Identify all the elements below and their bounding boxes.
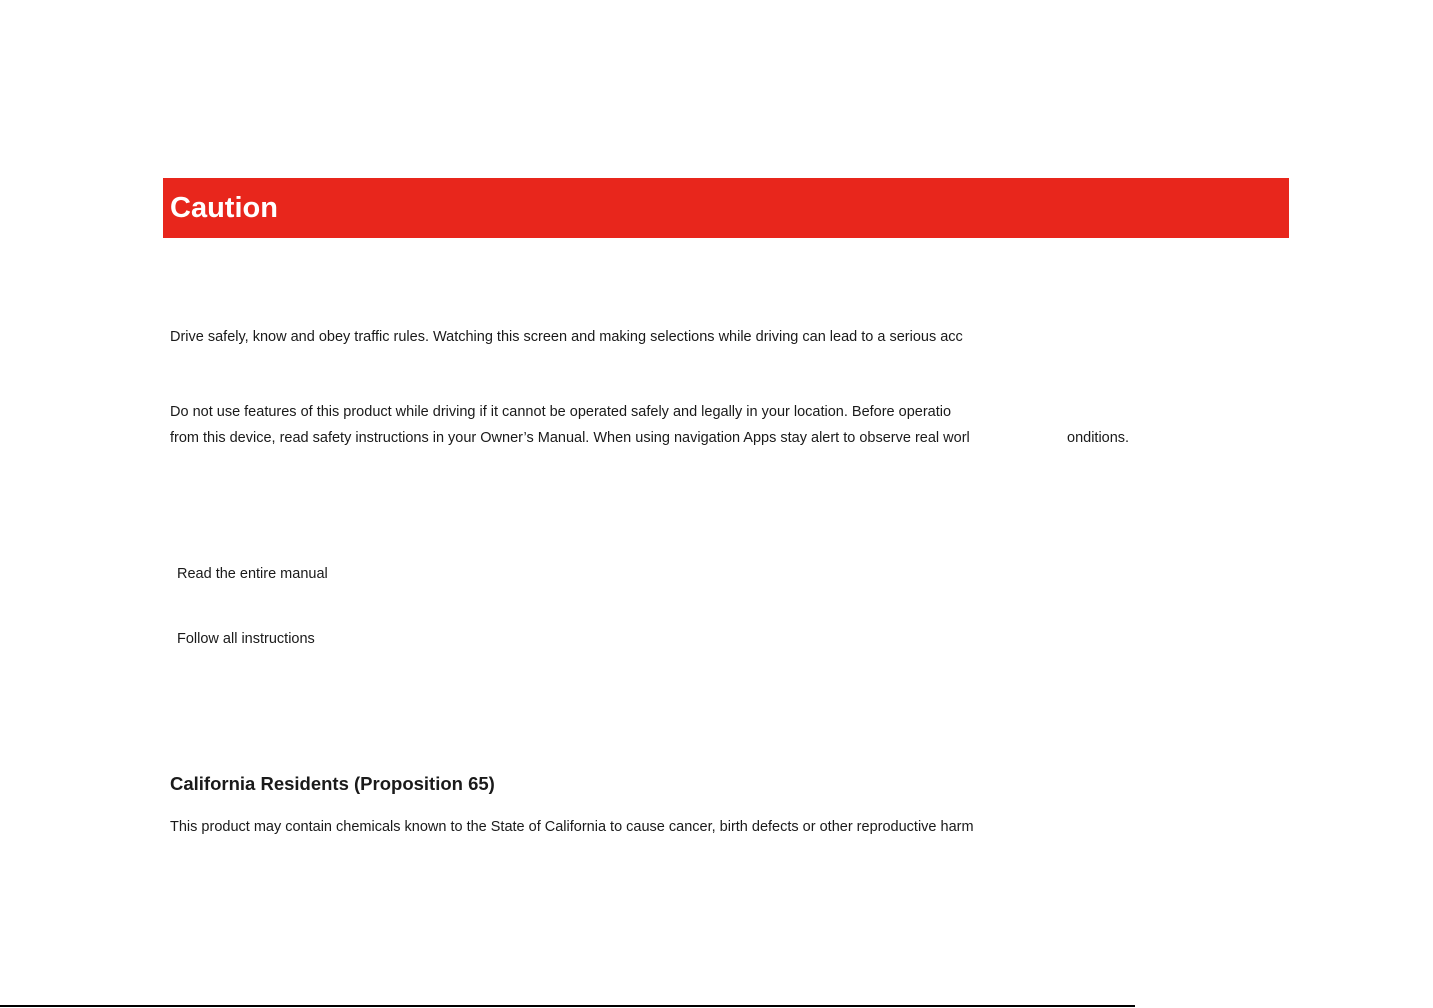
bottom-rule xyxy=(0,1005,1135,1007)
caution-paragraph-2-line-2: from this device, read safety instructions in your Owner’s Manual. When using navigation Apps stay alert to observe real worl xyxy=(170,430,970,446)
caution-paragraph-2-line-1: Do not use features of this product while driving if it cannot be operated safely and legally in your location. Before operatio xyxy=(170,404,952,420)
caution-banner xyxy=(163,178,1289,238)
caution-paragraph-1: Drive safely, know and obey traffic rules. Watching this screen and making selections while driving can lead to a serious acc xyxy=(170,329,963,345)
california-heading: California Residents (Proposition 65) xyxy=(170,773,495,794)
caution-title: Caution xyxy=(170,192,278,224)
california-text: This product may contain chemicals known to the State of California to cause cancer, birth defects or other reproductive harm xyxy=(170,819,974,835)
instruction-read-manual: Read the entire manual xyxy=(177,566,328,582)
caution-paragraph-2-line-2-end: onditions. xyxy=(1067,430,1130,446)
instruction-follow-all: Follow all instructions xyxy=(177,631,315,647)
